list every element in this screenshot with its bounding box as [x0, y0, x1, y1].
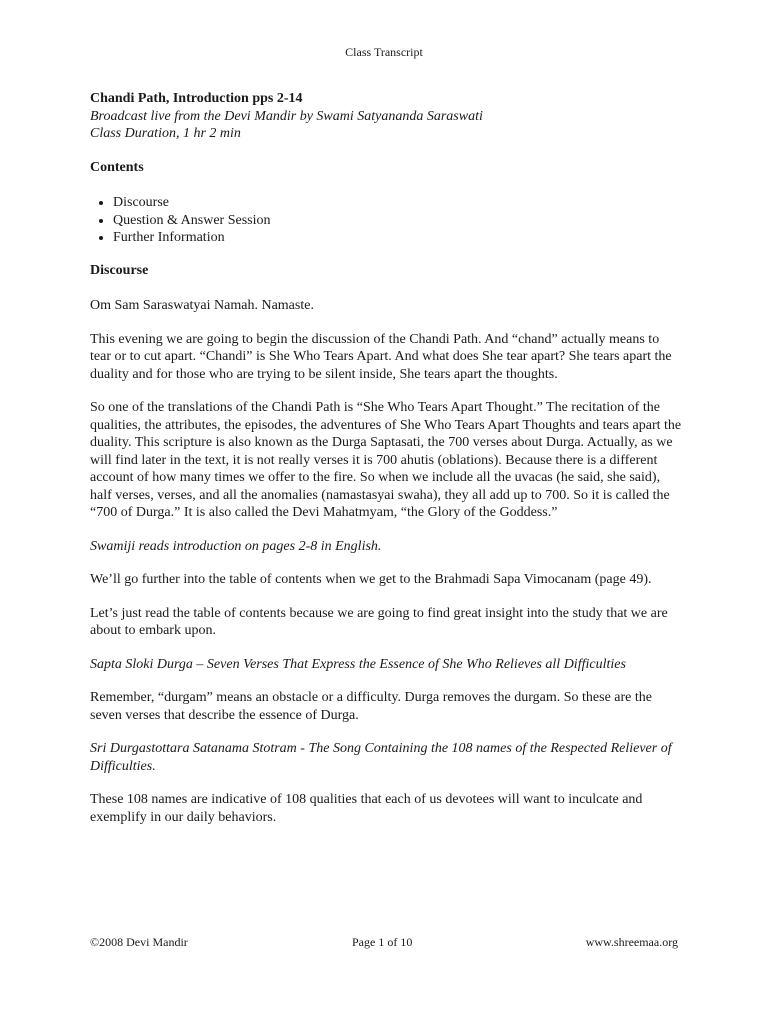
- paragraph-chand-meaning: This evening we are going to begin the discussion of the Chandi Path. And “chand” actually means to tear or to cut apart. “Chandi” is She Who Tears Apart. And what does She tear apart? She tears apart the duality and for those who are trying to be silent inside, She tears apart the thoughts.: [90, 331, 672, 382]
- footer-website-link[interactable]: www.shreemaa.org: [585, 935, 678, 949]
- footer-page-number: Page 1 of 10: [352, 935, 413, 949]
- paragraph-durgam: Remember, “durgam” means an obstacle or a difficulty. Durga removes the durgam. So these are the seven verses that describe the essence of Durga.: [90, 690, 652, 723]
- contents-item-discourse: • Discourse: [113, 194, 682, 212]
- contents-heading: Contents: [90, 159, 144, 175]
- page-footer: [90, 935, 678, 951]
- paragraph-translations: So one of the translations of the Chandi Path is “She Who Tears Apart Thought.” The recitation of the qualities, the attributes, the episodes, the adventures of She Who Tears Apart Thoughts and tears apart the duality. This scripture is also known as the Durga Saptasati, the 700 verses about Durga. Actually, as we will find later in the text, it is not really verses it is 700 ahutis (oblations). Because there is a different account of how many times we offer to the fire. So when we include all the uvacas (he said, she said), half verses, verses, and all the anomalies (namastasyai swaha), they all add up to 700. So it is called the “700 of Durga.” It is also called the Devi Mahatmyam, “the Glory of the Goddess.”: [90, 400, 682, 520]
- contents-list: [90, 194, 682, 247]
- document-title: Chandi Path, Introduction pps 2-14: [90, 91, 303, 106]
- paragraph-table-of-contents: We’ll go further into the table of contents when we get to the Brahmadi Sapa Vimocanam (page 49).: [90, 572, 652, 587]
- paragraph-read-contents: Let’s just read the table of contents because we are going to find great insight into the study that we are about to embark upon.: [90, 605, 668, 638]
- paragraph-invocation: Om Sam Saraswatyai Namah. Namaste.: [90, 298, 314, 313]
- page-header: Class Transcript: [345, 45, 423, 59]
- contents-item-further-info: • Further Information: [113, 229, 682, 247]
- paragraph-sapta-sloki: Sapta Sloki Durga – Seven Verses That Express the Essence of She Who Relieves all Difficulties: [90, 656, 626, 672]
- paragraph-reading-note: Swamiji reads introduction on pages 2-8 in English.: [90, 538, 382, 554]
- paragraph-108-names: These 108 names are indicative of 108 qualities that each of us devotees will want to inculcate and exemplify in our daily behaviors.: [90, 792, 643, 825]
- discourse-heading: Discourse: [90, 262, 149, 278]
- document-body: [90, 90, 682, 842]
- paragraph-stotram: Sri Durgastottara Satanama Stotram - The Song Containing the 108 names of the Respected Reliever of Difficulties.: [90, 741, 672, 774]
- contents-item-qa: • Question & Answer Session: [113, 212, 682, 230]
- broadcast-line: Broadcast live from the Devi Mandir by Swami Satyananda Saraswati: [90, 108, 483, 124]
- footer-copyright: ©2008 Devi Mandir: [90, 935, 188, 949]
- duration-line: Class Duration, 1 hr 2 min: [90, 126, 241, 141]
